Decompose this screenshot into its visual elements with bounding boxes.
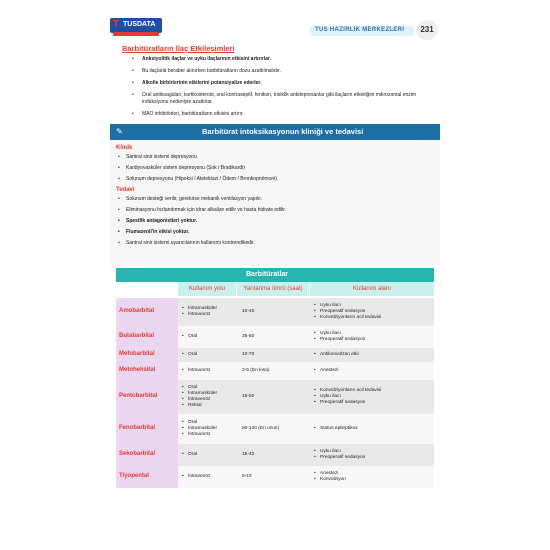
- drug-name-cell: [116, 362, 178, 380]
- half-life-cell: 3-5 (En kısa): [242, 368, 270, 373]
- use-cell: [314, 303, 432, 321]
- drug-name-cell: [116, 444, 178, 466]
- list-item: • Uyku ilacı: [314, 331, 432, 337]
- route-cell: [182, 334, 236, 340]
- list-item: • Bu ilaçlarla beraber alınırken barbitüratların dozu azaltılmalıdır.: [132, 68, 432, 75]
- tedavi-list: [118, 196, 434, 251]
- table-row: [116, 466, 434, 489]
- list-item: • Oral antikoagülan, kortikosteroid, oral kontraseptif, fenitoin, trisiklik antidepresanlar gibi ilaçların etkinliğini mikrozomal enzim indüksiyonu nedeniyle azaltırlar.: [132, 92, 432, 106]
- list-item: • Oral: [182, 452, 236, 458]
- list-item: • MAO inhibitörleri, barbitüratların etkisini artırır.: [132, 111, 432, 118]
- list-item: • Santral sinir sistemi depresyonu: [118, 154, 434, 160]
- route-cell: [182, 474, 236, 480]
- list-item: • Oral: [182, 352, 236, 358]
- drug-name-cell: [116, 348, 178, 362]
- list-item: • Eliminasyonu hızlandırmak için idrar alkalize edilir ve hasta hidrate edilir.: [118, 207, 434, 213]
- half-life-cell: 35-50: [242, 334, 255, 339]
- section-title: Barbitüratların İlaç Etkileşimleri: [122, 44, 235, 53]
- col-header-use: Kullanım alanı: [310, 282, 434, 296]
- drug-name: Sekobarbital: [119, 451, 156, 457]
- half-life-cell: 10-40: [242, 309, 255, 314]
- list-item: • Uyku ilacı: [314, 303, 432, 309]
- drug-name-cell: [116, 466, 178, 488]
- list-item: • Kardiyovasküler sistem depresyonu (Şok / Bradikardi): [118, 165, 434, 171]
- drug-name: Fenobarbital: [119, 425, 156, 431]
- table-title: Barbitüratlar: [246, 271, 289, 278]
- half-life-cell: 15-50: [242, 394, 255, 399]
- table-row: [116, 298, 434, 327]
- intoxication-box: [110, 124, 440, 266]
- use-cell: [314, 426, 432, 432]
- klinik-list: [118, 154, 434, 187]
- table-row: [116, 444, 434, 467]
- drug-name: Metoheksital: [119, 367, 156, 373]
- use-cell: [314, 368, 432, 374]
- list-item: • Rektal: [182, 403, 236, 409]
- half-life-cell: 15-40: [242, 452, 255, 457]
- list-item: • Santral sinir sistemi uyarıcılarının kullanımı kontrendikedir.: [118, 240, 434, 246]
- logo-text: TUSDATA: [123, 21, 156, 28]
- list-item: • Anestezi: [314, 368, 432, 374]
- list-item: • Oral: [182, 385, 236, 391]
- klinik-heading: Klinik: [116, 145, 133, 151]
- drug-name-cell: [116, 414, 178, 444]
- half-life-cell: 80-120 (En uzun): [242, 426, 280, 431]
- list-item: • İntramusküler: [182, 391, 236, 397]
- route-cell: [182, 420, 236, 438]
- list-item: • Solunum depresyonu (Hipoksi / Atelektazi / Ödem / Bronkopnömoni): [118, 176, 434, 182]
- table-row: [116, 362, 434, 381]
- list-item: • İntravenöz: [182, 312, 236, 318]
- route-cell: [182, 452, 236, 458]
- table-row: [116, 380, 434, 415]
- route-cell: [182, 306, 236, 318]
- list-item: • Flumazenil'in etkisi yoktur.: [118, 229, 434, 235]
- box-title: Barbitürat intoksikasyonun kliniği ve tedavisi: [202, 127, 364, 136]
- list-item: • Alkolle birbirlerinin etkilerini potansiyalize ederler.: [132, 80, 432, 87]
- list-item: • Uyku ilacı: [314, 449, 432, 455]
- half-life-cell: 8-10: [242, 474, 252, 479]
- drug-name-cell: [116, 326, 178, 348]
- col-header-route: Kullanım yolu: [178, 282, 236, 296]
- list-item: • İntravenöz: [182, 397, 236, 403]
- list-item: • Preoperatif sedasyon: [314, 455, 432, 461]
- list-item: • Preoperatif sedasyon: [314, 309, 432, 315]
- drug-name-cell: [116, 380, 178, 414]
- list-item: • Uyku ilacı: [314, 394, 432, 400]
- barbiturates-table: [116, 268, 434, 536]
- list-item: • Anksiyolitik ilaçlar ve uyku ilaçlarının etkisini artırırlar.: [132, 56, 432, 63]
- list-item: • İntravenöz: [182, 368, 236, 374]
- pen-icon: ✎: [116, 127, 123, 136]
- list-item: • Preoperatif sedasyon: [314, 337, 432, 343]
- route-cell: [182, 368, 236, 374]
- interaction-list: [132, 56, 432, 123]
- list-item: • İntravenöz: [182, 432, 236, 438]
- table-row: [116, 414, 434, 445]
- box-title-bar: [110, 124, 440, 140]
- table-row: [116, 348, 434, 363]
- col-header-half-life: Yarılanma ömrü (saat): [237, 282, 309, 296]
- use-cell: [314, 388, 432, 406]
- list-item: • Anestezi: [314, 471, 432, 477]
- list-item: • Solunum desteği verilir, gerekirse mekanik ventilasyon yapılır.: [118, 196, 434, 202]
- list-item: • Oral: [182, 334, 236, 340]
- list-item: • İntramusküler: [182, 306, 236, 312]
- route-cell: [182, 385, 236, 409]
- book-page: [110, 18, 440, 538]
- list-item: • İntravenöz: [182, 474, 236, 480]
- list-item: • İntramusküler: [182, 426, 236, 432]
- list-item: • Status epileptikus: [314, 426, 432, 432]
- drug-name: Amobarbital: [119, 308, 155, 314]
- drug-name: Pentobarbital: [119, 393, 158, 399]
- use-cell: [314, 352, 432, 358]
- list-item: • Konvülziyon: [314, 477, 432, 483]
- tedavi-heading: Tedavi: [116, 187, 135, 193]
- list-item: • Antikonvülzan etki: [314, 352, 432, 358]
- half-life-cell: 10-70: [242, 352, 255, 357]
- list-item: • Preoperatif sedasyon: [314, 400, 432, 406]
- drug-name: Tiyopental: [119, 473, 149, 479]
- header-title: TUS HAZIRLIK MERKEZLERİ: [315, 27, 405, 33]
- list-item: • Konvülziyonların acil tedavisi: [314, 388, 432, 394]
- list-item: • Konvülziyonların acil tedavisi: [314, 315, 432, 321]
- page-number: 231: [416, 20, 438, 40]
- use-cell: [314, 449, 432, 461]
- drug-name-cell: [116, 298, 178, 326]
- table-title-bar: [116, 268, 434, 282]
- list-item: • Spesifik antagonistleri yoktur.: [118, 218, 434, 224]
- drug-name: Mefobarbital: [119, 351, 155, 357]
- drug-name: Butabarbital: [119, 333, 155, 339]
- table-row: [116, 326, 434, 349]
- route-cell: [182, 352, 236, 358]
- use-cell: [314, 471, 432, 483]
- list-item: • Oral: [182, 420, 236, 426]
- tusdata-logo: T TUSDATA: [110, 18, 162, 38]
- use-cell: [314, 331, 432, 343]
